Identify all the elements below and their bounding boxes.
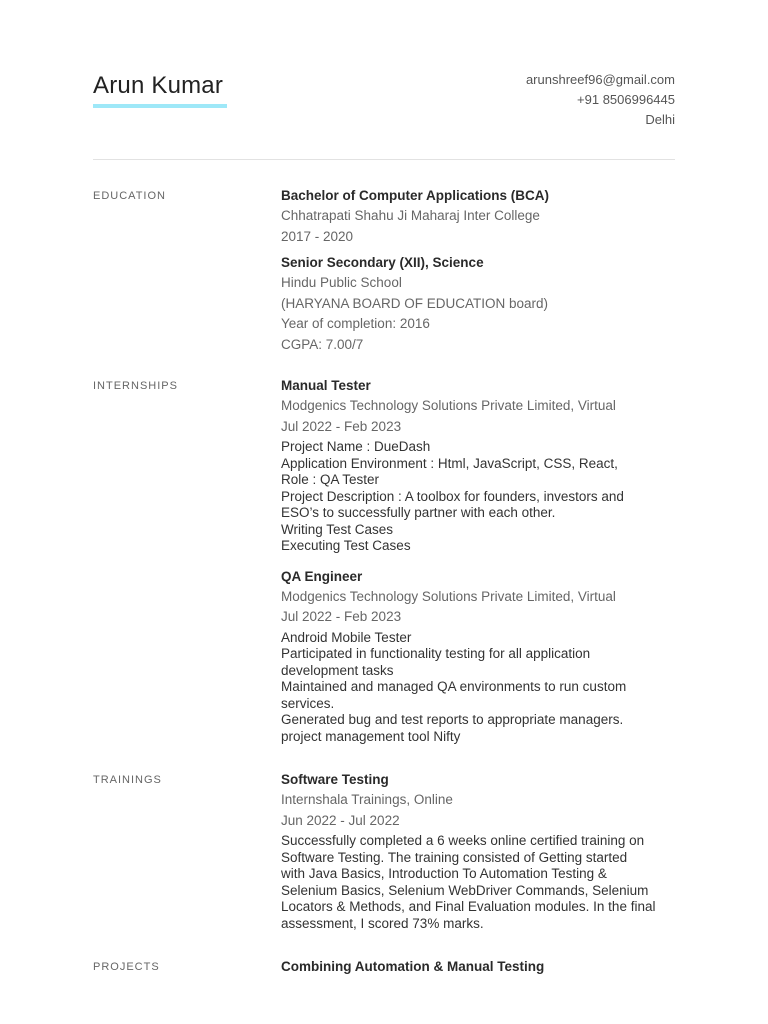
entry-description [281,439,677,555]
entry-dates: Jul 2022 - Feb 2023 [281,418,402,434]
entry-dates: Jun 2022 - Jul 2022 [281,812,400,828]
entry-company: Modgenics Technology Solutions Private Limited, Virtual [281,588,616,604]
desc-line: development tasks [281,662,394,678]
desc-line: Project Description : A toolbox for founders, investors and [281,488,624,504]
entry-cgpa: CGPA: 7.00/7 [281,336,364,352]
trainings-body [281,772,677,944]
desc-line: Software Testing. The training consisted of Getting started [281,849,628,865]
entry-title: Bachelor of Computer Applications (BCA) [281,188,550,203]
entry-dates: Jul 2022 - Feb 2023 [281,609,402,624]
desc-line: Locators & Methods, and Final Evaluation modules. In the final [281,899,656,914]
desc-line: assessment, I scored 73% marks. [281,915,484,931]
entry-title: Combining Automation & Manual Testing [281,959,545,974]
entry-dates: 2017 - 2020 [281,228,354,244]
desc-line: Application Environment : Html, JavaScript, CSS, React, [281,455,618,471]
entry-description [281,630,677,746]
entry-provider: Internshala Trainings, Online [281,792,453,807]
entry-completion: Year of completion: 2016 [281,316,430,331]
contact-block [526,70,675,130]
internships-label: INTERNSHIPS [93,380,178,392]
desc-line: Participated in functionality testing for all application [281,646,591,661]
desc-line: Android Mobile Tester [281,629,412,645]
desc-line: Selenium Basics, Selenium WebDriver Commands, Selenium [281,882,649,898]
internship-entry [281,376,677,555]
training-entry [281,770,677,932]
name-underline [93,104,227,108]
entry-institution: Chhatrapati Shahu Ji Maharaj Inter College [281,208,540,223]
desc-line: Project Name : DueDash [281,439,431,454]
desc-line: Successfully completed a 6 weeks online certified training on [281,833,645,848]
entry-title: QA Engineer [281,568,363,584]
entry-title: Manual Tester [281,378,371,393]
projects-body [281,959,677,989]
desc-line: Generated bug and test reports to appropriate managers. [281,712,624,727]
desc-line: project management tool Nifty [281,728,461,744]
desc-line: Executing Test Cases [281,538,411,553]
entry-title: Senior Secondary (XII), Science [281,255,484,270]
entry-company: Modgenics Technology Solutions Private Limited, Virtual [281,398,616,413]
desc-line: with Java Basics, Introduction To Automation Testing & [281,866,607,881]
education-entry [281,186,677,247]
phone-text: +91 8506996445 [577,92,675,107]
internships-body [281,378,677,757]
desc-line: Writing Test Cases [281,521,394,537]
header-divider [93,159,675,160]
desc-line: Maintained and managed QA environments to run custom [281,679,627,694]
entry-title: Software Testing [281,772,389,787]
entry-institution: Hindu Public School [281,275,402,290]
desc-line: services. [281,695,335,711]
trainings-label: TRAININGS [93,774,162,786]
email-text: arunshreef96@gmail.com [525,72,675,87]
location-text: Delhi [645,112,675,127]
desc-line: ESO’s to successfully partner with each other. [281,505,556,520]
education-entry [281,253,677,355]
desc-line: Role : QA Tester [281,472,380,487]
project-entry [281,957,677,977]
education-label: EDUCATION [93,190,166,202]
entry-board: (HARYANA BOARD OF EDUCATION board) [281,295,549,311]
candidate-name: Arun Kumar [93,72,224,99]
entry-description [281,833,677,932]
education-body [281,188,677,367]
internship-entry [281,567,677,746]
projects-label: PROJECTS [93,961,160,973]
